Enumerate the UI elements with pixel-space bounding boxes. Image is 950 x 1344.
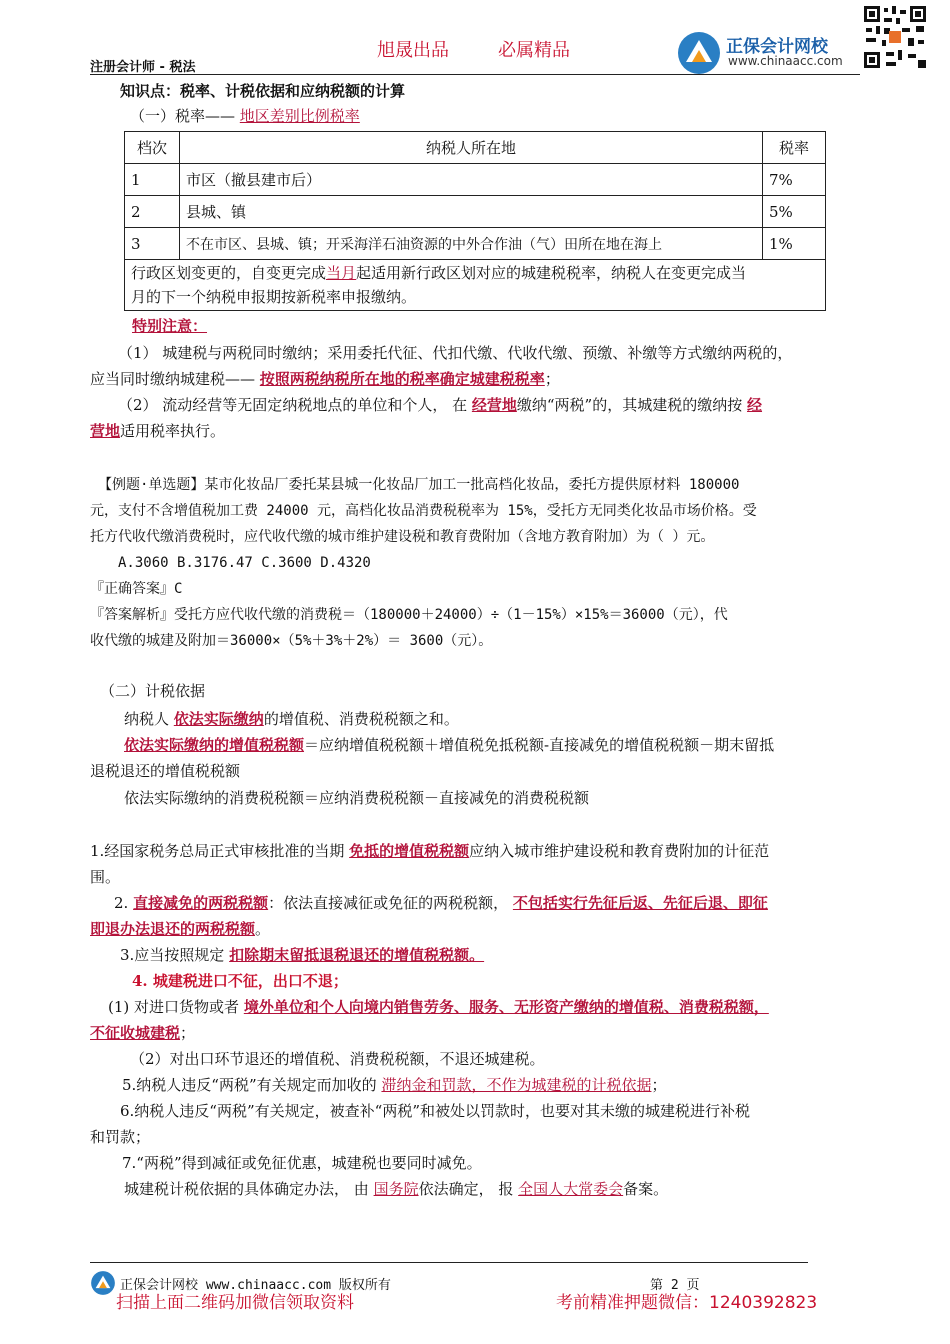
item-5: [90, 1072, 860, 1098]
item-highlight: 不包括实行先征后返、先征后退、即征: [512, 894, 768, 912]
table-row: [125, 164, 826, 196]
special-text: 应当同时缴纳城建税——: [90, 370, 256, 388]
table-cell: 1%: [763, 228, 826, 260]
item-text: 和罚款；: [90, 1128, 151, 1146]
item-text: (1) 对进口货物或者: [108, 998, 240, 1016]
item-text: 围。: [90, 868, 121, 886]
section2-text: ＝应纳增值税税额＋增值税免抵税额-直接减免的增值税税额－期末留抵: [304, 736, 775, 754]
item-6: [90, 1098, 860, 1150]
section1-highlight: 地区差别比例税率: [239, 107, 360, 125]
table-header-cell: 档次: [125, 132, 180, 164]
item-2: [90, 890, 860, 942]
special-text: （1） 城建税与两税同时缴纳；采用委托代征、代扣代缴、代收代缴、预缴、补缴等方式缴纳两税的，: [118, 344, 793, 362]
item-highlight: 滞纳金和罚款，不作为城建税的计税依据: [381, 1076, 652, 1094]
table-cell: 3: [125, 228, 180, 260]
logo-mark-icon: [676, 30, 722, 76]
item-text: 。: [255, 920, 271, 938]
item-highlight: 扣除期末留抵退税退还的增值税税额。: [229, 946, 485, 964]
note-highlight: 当月: [326, 264, 357, 282]
table-row: [125, 228, 826, 260]
footer-logo-icon: [90, 1270, 116, 1300]
special-text: ；: [544, 370, 560, 388]
item-last: [90, 1176, 860, 1202]
table-header-cell: 纳税人所在地: [180, 132, 763, 164]
section2-highlight: 依法实际缴纳: [173, 710, 264, 728]
page-title: 知识点：税率、计税依据和应纳税额的计算: [120, 82, 406, 100]
special-text: 缴纳“两税”的，其城建税的缴纳按: [516, 396, 743, 414]
item-highlight: 全国人大常委会: [518, 1180, 624, 1198]
table-cell: 市区（撤县建市后）: [180, 164, 763, 196]
footer-page-number: 第 2 页: [650, 1278, 700, 1293]
table-header-row: [125, 132, 826, 164]
item-4-2: （2）对出口环节退还的增值税、消费税税额，不退还城建税。: [130, 1050, 545, 1068]
special-para-1: [90, 340, 860, 392]
example-line: 托方代收代缴消费税时，应代收代缴的城市维护建设税和教育费附加（含地方教育附加）为（ ）元。: [90, 529, 715, 545]
item-4-1: [90, 994, 860, 1046]
table-cell: 县城、镇: [180, 196, 763, 228]
item-text: 城建税计税依据的具体确定办法， 由: [124, 1180, 369, 1198]
table-row: [125, 196, 826, 228]
qr-code-icon: [862, 4, 928, 90]
section1-heading: [130, 105, 360, 126]
item-text: ；: [180, 1024, 196, 1042]
special-text: 适用税率执行。: [120, 422, 226, 440]
section2-heading: （二）计税依据: [100, 682, 206, 700]
section2-line-3: 依法实际缴纳的消费税税额＝应纳消费税税额－直接减免的消费税税额: [124, 789, 590, 807]
logo-url: www.chinaacc.com: [728, 54, 843, 68]
item-highlight: 不征收城建税: [90, 1024, 181, 1042]
footer-copyright: 正保会计网校 www.chinaacc.com 版权所有: [120, 1278, 391, 1293]
special-title: 特别注意：: [132, 317, 208, 335]
section2-text: 退税退还的增值税税额: [90, 762, 241, 780]
item-1: [90, 838, 860, 890]
example-line: 元，支付不含增值税加工费 24000 元，高档化妆品消费税税率为 15%，受托方无同类化妆品市场价格。受: [90, 503, 757, 519]
item-3: [90, 942, 860, 968]
item-text: 应纳入城市维护建设税和教育费附加的计征范: [469, 842, 770, 860]
note-text: 行政区划变更的，自变更完成: [131, 264, 327, 282]
item-text: ：依法直接减征或免征的两税税额，: [268, 894, 509, 912]
special-text: （2） 流动经营等无固定纳税地点的单位和个人， 在: [118, 396, 468, 414]
table-cell: 2: [125, 196, 180, 228]
section2-text: 纳税人: [124, 710, 170, 728]
example-options: A.3060 B.3176.47 C.3600 D.4320: [118, 555, 371, 571]
item-highlight: 即退办法退还的两税税额: [90, 920, 256, 938]
table-header-cell: 税率: [763, 132, 826, 164]
logo-text: 正保会计网校: [726, 37, 828, 57]
item-highlight: 免抵的增值税税额: [349, 842, 470, 860]
table-note: [125, 260, 826, 311]
item-text: 6.纳税人违反“两税”有关规定，被查补“两税”和被处以罚款时，也要对其未缴的城建税进行补税: [120, 1102, 750, 1120]
course-label: 注册会计师 - 税法: [90, 60, 196, 75]
section2-line-1: [124, 706, 864, 732]
special-highlight: 营地: [90, 422, 121, 440]
item-highlight: 直接减免的两税税额: [133, 894, 269, 912]
section2-text: 的增值税、消费税税额之和。: [263, 710, 459, 728]
special-highlight: 经营地: [471, 396, 517, 414]
item-text: 1.经国家税务总局正式审核批准的当期: [90, 842, 345, 860]
footer-promo-right: 考前精准押题微信：1240392823: [556, 1293, 818, 1313]
item-highlight: 境外单位和个人向境内销售劳务、服务、无形资产缴纳的增值税、消费税税额，: [243, 998, 769, 1016]
item-highlight: 国务院: [373, 1180, 419, 1198]
item-text: 3.应当按照规定: [120, 946, 225, 964]
tax-rate-table: [124, 131, 826, 311]
section2-line-2: [90, 732, 860, 784]
item-text: 5.纳税人违反“两税”有关规定而加收的: [122, 1076, 377, 1094]
footer-promo-left: 扫描上面二维码加微信领取资料: [116, 1293, 354, 1313]
special-highlight: 经: [747, 396, 763, 414]
chinaacc-logo: [676, 30, 866, 76]
example-explanation: 收代缴的城建及附加＝36000×（5%＋3%＋2%）＝ 3600（元）。: [90, 633, 493, 649]
note-text: 起适用新行政区划对应的城建税税率，纳税人在变更完成当: [356, 264, 747, 282]
example-answer: 『正确答案』C: [90, 581, 183, 597]
special-para-2: [90, 392, 860, 444]
example-question: [90, 472, 865, 654]
slogan-left: 旭晟出品: [377, 40, 449, 61]
special-highlight: 按照两税纳税所在地的税率确定城建税税率: [259, 370, 545, 388]
item-text: 备案。: [623, 1180, 669, 1198]
table-note-row: [125, 260, 826, 311]
item-text: 依法确定， 报: [418, 1180, 514, 1198]
table-cell: 7%: [763, 164, 826, 196]
table-cell: 5%: [763, 196, 826, 228]
item-7: 7.“两税”得到减征或免征优惠，城建税也要同时减免。: [122, 1154, 482, 1172]
table-cell: 1: [125, 164, 180, 196]
example-explanation: 『答案解析』受托方应代收代缴的消费税＝（180000＋24000）÷（1－15%）×15%＝36000（元），代: [90, 607, 728, 623]
table-cell: 不在市区、县城、镇；开采海洋石油资源的中外合作油（气）田所在地在海上: [180, 228, 763, 260]
item-4: 4. 城建税进口不征，出口不退；: [132, 972, 348, 990]
item-text: ；: [651, 1076, 667, 1094]
example-line: 【例题·单选题】某市化妆品厂委托某县城一化妆品厂加工一批高档化妆品，委托方提供原材料 180000: [98, 477, 740, 493]
note-text: 月的下一个纳税申报期按新税率申报缴纳。: [131, 288, 417, 306]
section1-prefix: （一）税率——: [130, 107, 236, 125]
slogan-right: 必属精品: [498, 40, 570, 61]
section2-highlight: 依法实际缴纳的增值税税额: [124, 736, 305, 754]
footer-divider: [90, 1262, 808, 1263]
item-text: 2.: [114, 894, 129, 912]
